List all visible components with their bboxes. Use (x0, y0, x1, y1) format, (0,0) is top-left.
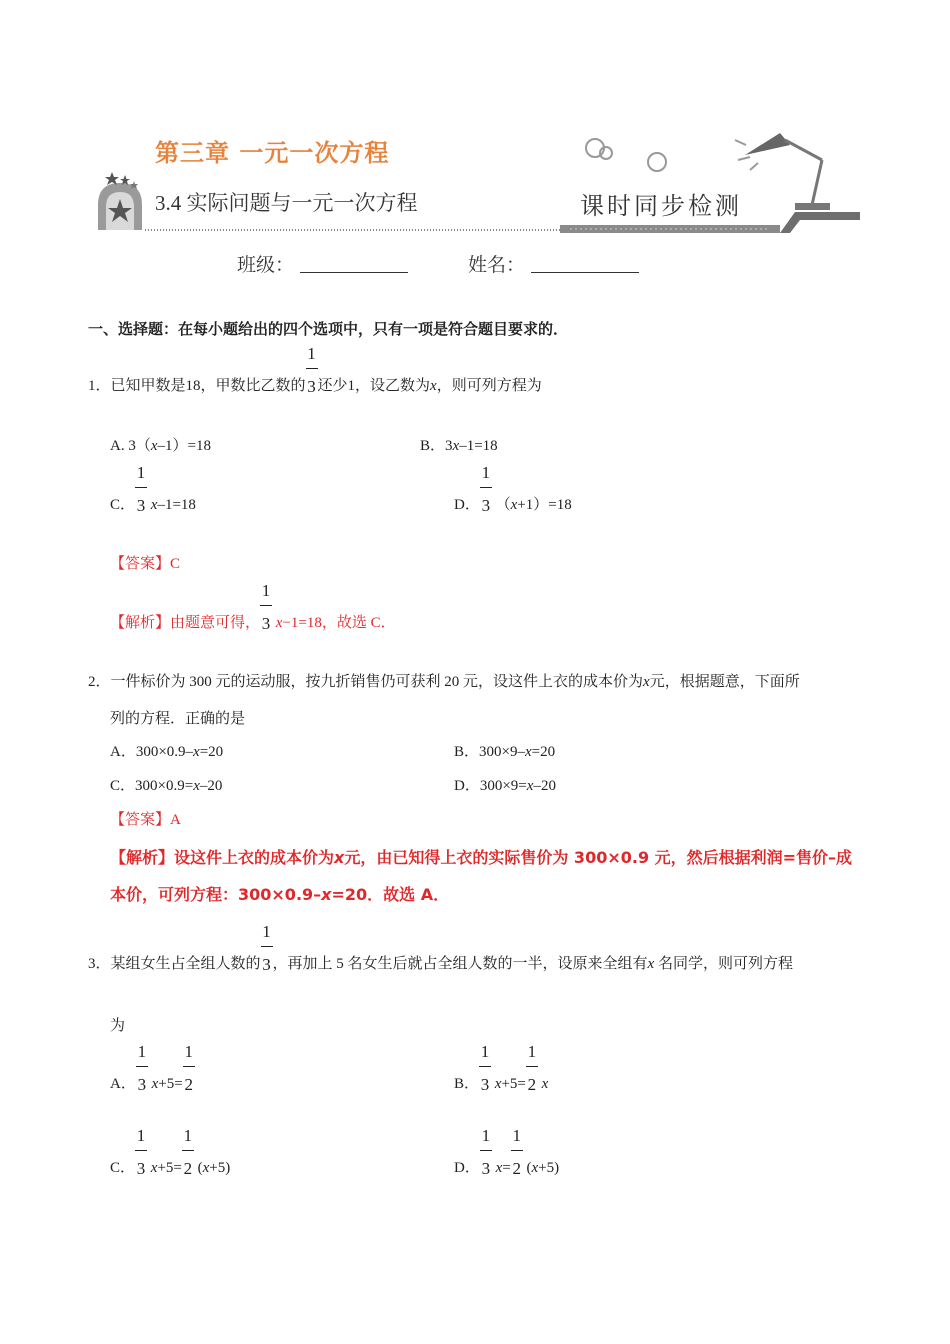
q1-option-c[interactable]: C． $\frac{1}{3} x-1=18$ (110, 462, 196, 515)
name-field (468, 250, 639, 277)
q3-option-d[interactable]: D． $\frac{1}{3} x=$ $\frac{1}{2} (x+5)$ (454, 1125, 560, 1178)
star-badge-icon (98, 172, 142, 230)
section-title: 3.4 实际问题与一元一次方程 (155, 191, 418, 215)
q3-option-c[interactable]: C． $\frac{1}{3} x+5=$ $\frac{1}{2} (x+5)$ (110, 1125, 231, 1178)
fraction: $\frac{1}{3}$ (307, 343, 316, 396)
question-text: ，则可列方程为 (436, 378, 542, 394)
stamp-text: 课时同步检测 (580, 192, 742, 220)
question-text: 还少1，设乙数为 (317, 378, 431, 394)
name-label: 姓名： (468, 254, 526, 276)
q2-option-b[interactable]: B．300×9–x=20 (454, 744, 556, 760)
q1-option-b[interactable]: B．3x–1=18 (420, 438, 498, 454)
fraction: $\frac{1}{3}$ (261, 580, 271, 633)
fraction: $\frac{1}{3}$ (262, 921, 271, 974)
q1-option-d[interactable]: D． $\frac{1}{3} (x+1)=18$ (454, 462, 572, 515)
fraction: $\frac{1}{2}$ (184, 1041, 193, 1094)
q1-answer: 【答案】C (110, 556, 181, 572)
class-label: 班级： (237, 254, 295, 276)
q1-analysis: 【解析】由题意可得， $\frac{1}{3} x-1=18$，故选 C． (110, 580, 396, 633)
fraction: $\frac{1}{3}$ (136, 462, 146, 515)
fraction: $\frac{1}{2}$ (183, 1125, 193, 1178)
q2-option-c[interactable]: C．300×0.9=x–20 (110, 778, 223, 794)
desk-lamp-icon (735, 133, 830, 210)
class-field (237, 250, 408, 277)
question-text: 已知甲数是18，甲数比乙数的 (110, 378, 306, 394)
q2-analysis-line2: 本价，可列方程：300×0.9–x=20．故选 A． (110, 885, 450, 904)
bubbles-icon (586, 139, 666, 171)
q3-option-a[interactable]: A． $\frac{1}{3} x+5=$ $\frac{1}{2}$ (110, 1041, 193, 1094)
q3-option-b[interactable]: B． $\frac{1}{3} x+5=$ $\frac{1}{2}$ x (454, 1041, 549, 1094)
name-blank[interactable] (531, 254, 639, 273)
q2-analysis-line1: 【解析】设这件上衣的成本价为x元，由已知得上衣的实际售价为 300×0.9 元，然后根据利润=售价–成 (110, 848, 853, 867)
section-heading: 一、选择题：在每小题给出的四个选项中，只有一项是符合题目要求的． (88, 320, 569, 338)
fraction: $\frac{1}{3}$ (137, 1041, 147, 1094)
fraction: $\frac{1}{3}$ (481, 462, 491, 515)
question-3: 3．某组女生占全组人数的 $\frac{1}{3}$，再加上 5 名女生后就占全组人数的一半，设原来全组有x 名同学，则可列方程 (88, 921, 793, 974)
fraction: $\frac{1}{3}$ (136, 1125, 146, 1178)
variable: x (430, 378, 437, 394)
fraction: $\frac{1}{2}$ (512, 1125, 521, 1178)
q1-option-a[interactable]: A. 3（x–1）=18 (110, 438, 211, 454)
q2-answer: 【答案】A (110, 812, 181, 828)
q2-option-a[interactable]: A．300×0.9–x=20 (110, 744, 224, 760)
fraction: $\frac{1}{2}$ (527, 1041, 537, 1094)
class-blank[interactable] (300, 254, 408, 273)
chapter-title: 第三章 一元一次方程 (155, 139, 390, 167)
fraction: $\frac{1}{3}$ (481, 1125, 491, 1178)
question-2: 2．一件标价为 300 元的运动服，按九折销售仍可获利 20 元，设这件上衣的成本价为x元，根据题意，下面所 (88, 674, 800, 690)
question-3-line2: 为 (110, 1018, 126, 1034)
q2-option-d[interactable]: D．300×9=x–20 (454, 778, 556, 794)
question-1 (88, 343, 542, 397)
question-2-line2: 列的方程．正确的是 (110, 711, 246, 727)
question-number: 1． (88, 378, 111, 394)
fraction: $\frac{1}{3}$ (480, 1041, 490, 1094)
